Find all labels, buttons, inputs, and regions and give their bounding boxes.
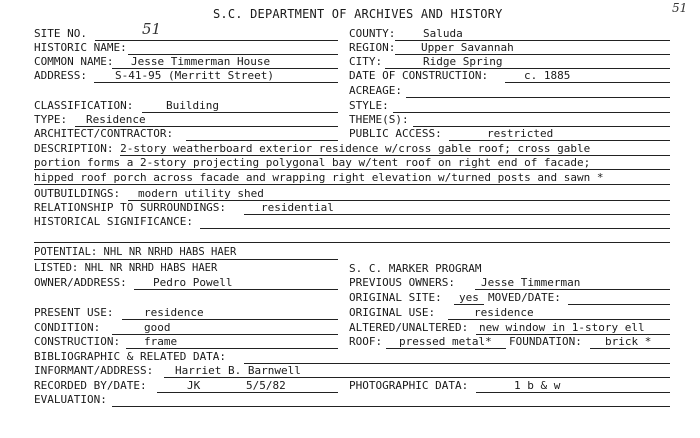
owner-rule xyxy=(134,289,338,290)
acreage-rule xyxy=(406,97,670,98)
relationship-label: RELATIONSHIP TO SURROUNDINGS: xyxy=(34,201,227,214)
public-access-value: restricted xyxy=(487,127,554,140)
historical-significance-label: HISTORICAL SIGNIFICANCE: xyxy=(34,215,193,228)
owner-address-value: Pedro Powell xyxy=(153,276,233,289)
informant-value: Harriet B. Barnwell xyxy=(175,364,301,377)
historic-name-label: HISTORIC NAME: xyxy=(34,41,127,54)
original-site-rule xyxy=(454,304,484,305)
evaluation-rule xyxy=(112,406,670,407)
outbuildings-label: OUTBUILDINGS: xyxy=(34,187,121,200)
common-name-label: COMMON NAME: xyxy=(34,55,114,68)
architect-label: ARCHITECT/CONTRACTOR: xyxy=(34,127,174,140)
roof-label: ROOF: xyxy=(349,335,383,348)
foundation-label: FOUNDATION: xyxy=(509,335,582,348)
theme-label: THEME(S): xyxy=(349,113,409,126)
type-label: TYPE: xyxy=(34,113,68,126)
description-line-3: hipped roof porch across facade and wrapping right elevation w/turned posts and sawn * xyxy=(34,171,604,184)
common-name-value: Jesse Timmerman House xyxy=(131,55,271,68)
evaluation-label: EVALUATION: xyxy=(34,393,107,406)
architect-rule xyxy=(186,140,338,141)
potential-row: POTENTIAL: NHL NR NRHD HABS HAER xyxy=(34,246,237,258)
site-no-label: SITE NO. xyxy=(34,27,87,40)
moved-date-label: MOVED/DATE: xyxy=(488,291,561,304)
construction-label: CONSTRUCTION: xyxy=(34,335,121,348)
form-title: S.C. DEPARTMENT OF ARCHIVES AND HISTORY xyxy=(213,7,503,21)
photographic-data-label: PHOTOGRAPHIC DATA: xyxy=(349,379,469,392)
city-label: CITY: xyxy=(349,55,383,68)
description-rule-2 xyxy=(34,169,670,170)
condition-value: good xyxy=(144,321,171,334)
city-value: Ridge Spring xyxy=(423,55,503,68)
foundation-rule xyxy=(590,348,670,349)
date-of-construction-value: c. 1885 xyxy=(524,69,571,82)
photographic-rule xyxy=(476,392,670,393)
original-use-value: residence xyxy=(474,306,534,319)
outbuildings-value: modern utility shed xyxy=(138,187,264,200)
bibliographic-label: BIBLIOGRAPHIC & RELATED DATA: xyxy=(34,350,227,363)
date-rule xyxy=(505,82,670,83)
site-no-value: 51 xyxy=(142,20,162,38)
present-use-rule xyxy=(122,319,338,320)
classification-label: CLASSIFICATION: xyxy=(34,99,134,112)
previous-owners-value: Jesse Timmerman xyxy=(481,276,581,289)
public-access-rule xyxy=(449,140,670,141)
address-value: S-41-95 (Merritt Street) xyxy=(115,69,274,82)
owner-address-label: OWNER/ADDRESS: xyxy=(34,276,127,289)
style-label: STYLE: xyxy=(349,99,389,112)
significance-rule-2 xyxy=(34,242,670,243)
marker-program: S. C. MARKER PROGRAM xyxy=(349,262,482,275)
present-use-label: PRESENT USE: xyxy=(34,306,114,319)
altered-value: new window in 1-story ell xyxy=(479,321,645,334)
original-use-rule xyxy=(448,319,670,320)
type-value: Residence xyxy=(86,113,146,126)
altered-label: ALTERED/UNALTERED: xyxy=(349,321,469,334)
county-value: Saluda xyxy=(423,27,463,40)
present-use-value: residence xyxy=(144,306,204,319)
classification-rule xyxy=(142,112,338,113)
date-of-construction-label: DATE OF CONSTRUCTION: xyxy=(349,69,489,82)
previous-owners-label: PREVIOUS OWNERS: xyxy=(349,276,455,289)
previous-owners-rule xyxy=(475,289,670,290)
significance-rule-1 xyxy=(200,228,670,229)
style-rule xyxy=(393,112,670,113)
roof-value: pressed metal* xyxy=(399,335,492,348)
site-no-rule xyxy=(95,40,338,41)
construction-value: frame xyxy=(144,335,178,348)
description-rule-3 xyxy=(34,184,670,185)
acreage-label: ACREAGE: xyxy=(349,84,402,97)
construction-rule xyxy=(126,348,338,349)
region-value: Upper Savannah xyxy=(421,41,514,54)
address-rule xyxy=(94,82,338,83)
photographic-data-value: 1 b & w xyxy=(514,379,561,392)
region-label: REGION: xyxy=(349,41,396,54)
informant-label: INFORMANT/ADDRESS: xyxy=(34,364,154,377)
recorded-date-value: 5/5/82 xyxy=(246,379,286,392)
recorded-rule xyxy=(157,392,338,393)
description-line-2: portion forms a 2-story projecting polygonal bay w/tent roof on right end of facade; xyxy=(34,156,591,169)
original-site-label: ORIGINAL SITE: xyxy=(349,291,442,304)
recorded-by-label: RECORDED BY/DATE: xyxy=(34,379,147,392)
relationship-value: residential xyxy=(261,201,334,214)
public-access-label: PUBLIC ACCESS: xyxy=(349,127,442,140)
description-line-1: DESCRIPTION: 2-story weatherboard exterior residence w/cross gable roof; cross gable xyxy=(34,142,591,155)
original-use-label: ORIGINAL USE: xyxy=(349,306,436,319)
potential-rule xyxy=(34,259,338,260)
corner-number: 51 xyxy=(672,1,688,15)
address-label: ADDRESS: xyxy=(34,69,87,82)
foundation-value: brick * xyxy=(605,335,652,348)
recorded-by-value: JK xyxy=(187,379,201,392)
roof-rule xyxy=(386,348,506,349)
county-label: COUNTY: xyxy=(349,27,396,40)
classification-value: Building xyxy=(166,99,219,112)
bibliographic-rule xyxy=(244,363,670,364)
original-site-value: yes xyxy=(459,291,479,304)
relationship-rule xyxy=(244,214,670,215)
listed-row: LISTED: NHL NR NRHD HABS HAER xyxy=(34,262,218,274)
informant-rule xyxy=(164,377,670,378)
condition-label: CONDITION: xyxy=(34,321,101,334)
moved-date-rule xyxy=(568,304,670,305)
